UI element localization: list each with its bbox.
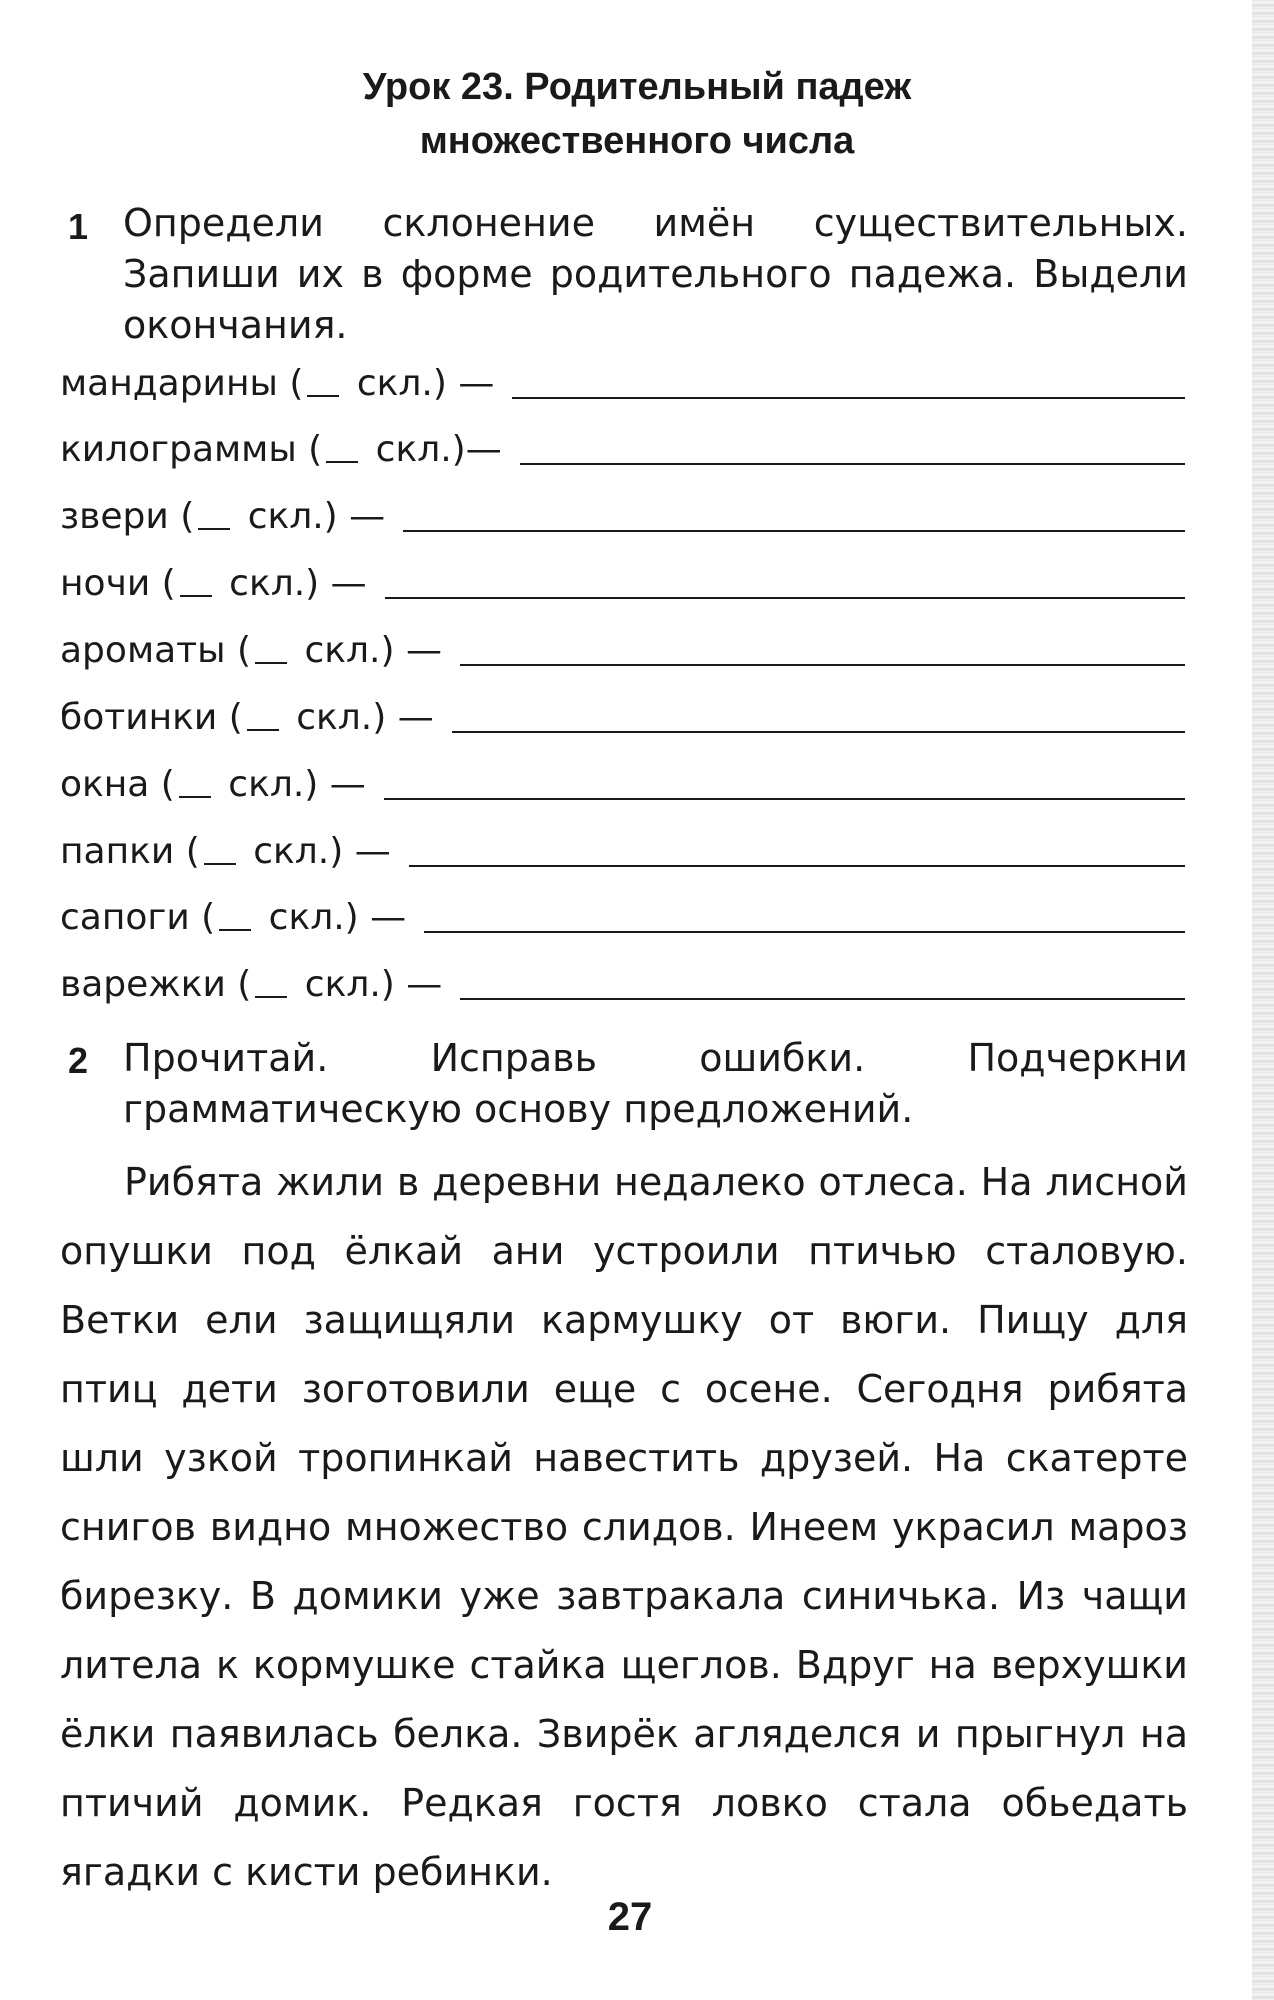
exercise-suffix: скл.)— <box>364 428 502 470</box>
exercise-suffix: скл.) — <box>345 362 495 404</box>
lesson-title <box>0 60 1274 168</box>
exercise-suffix: скл.) — <box>216 763 366 805</box>
task1-number: 1 <box>68 206 89 247</box>
exercise-row <box>60 684 1185 750</box>
exercise-row <box>60 751 1185 817</box>
task2-instruction: Прочитай. Исправь ошибки. Подчеркни грамматическую основу предложений. <box>123 1036 1188 1131</box>
answer-line[interactable] <box>409 835 1185 867</box>
declension-blank[interactable] <box>255 636 287 664</box>
declension-blank[interactable] <box>198 502 230 530</box>
declension-blank[interactable] <box>180 569 212 597</box>
declension-blank[interactable] <box>255 970 287 998</box>
lesson-title-line1: Урок 23. Родительный падеж <box>362 66 912 108</box>
exercise-word: папки ( <box>60 830 200 872</box>
lesson-title-line2: множественного числа <box>419 120 855 162</box>
answer-line[interactable] <box>460 634 1185 666</box>
declension-blank[interactable] <box>179 770 211 798</box>
answer-line[interactable] <box>424 901 1185 933</box>
exercise-suffix: скл.) — <box>293 963 443 1005</box>
page-number: 27 <box>607 1895 653 1939</box>
declension-blank[interactable] <box>219 903 251 931</box>
exercise-row <box>60 416 1185 482</box>
exercise-suffix: скл.) — <box>241 830 391 872</box>
answer-line[interactable] <box>520 433 1185 465</box>
exercise-suffix: скл.) — <box>257 896 407 938</box>
exercise-word: звери ( <box>60 495 195 537</box>
exercise-suffix: скл.) — <box>284 696 434 738</box>
declension-blank[interactable] <box>247 703 279 731</box>
exercise-row <box>60 884 1185 950</box>
exercise-word: окна ( <box>60 763 175 805</box>
exercise-row <box>60 818 1185 884</box>
exercise-suffix: скл.) — <box>293 629 442 671</box>
declension-blank[interactable] <box>204 837 236 865</box>
exercise-word: ночи ( <box>60 562 176 604</box>
exercise-row <box>60 350 1185 416</box>
exercise-word: сапоги ( <box>60 896 216 938</box>
answer-line[interactable] <box>512 367 1185 399</box>
task2-number: 2 <box>68 1040 89 1081</box>
exercise-row <box>60 483 1185 549</box>
answer-line[interactable] <box>460 968 1185 1000</box>
exercise-suffix: скл.) — <box>217 562 367 604</box>
exercise-word: варежки ( <box>60 963 252 1005</box>
exercise-word: килограммы ( <box>60 428 323 470</box>
declension-blank[interactable] <box>307 369 339 397</box>
exercise-word: мандарины ( <box>60 362 304 404</box>
task2-passage: Рибята жили в деревни недалеко отлеса. На лисной опушки под ёлкай ани устроили птичью сталовую. Ветки ели защищяли кармушку от вюги. Пищу для птиц дети зоготовили еще с осене. Сегодня рибята шли узкой тропинкай навестить друзей. На скатерте снигов видно множество слидов. Инеем украсил мароз бирезку. В домики уже завтракала синичька. Из чащи литела к кормушке стайка щеглов. Вдруг на верхушки ёлки паявилась белка. Звирёк агляделся и прыгнул на птичий домик. Редкая гостя ловко стала обьедать ягадки с кисти ребинки. <box>60 1160 1188 1894</box>
task1-instruction: Определи склонение имён существительных. Запиши их в форме родительного падежа. Выдели окончания. <box>123 201 1188 347</box>
answer-line[interactable] <box>384 768 1185 800</box>
declension-blank[interactable] <box>326 435 358 463</box>
exercise-row <box>60 617 1185 683</box>
exercise-row <box>60 951 1185 1017</box>
exercise-word: ботинки ( <box>60 696 243 738</box>
answer-line[interactable] <box>385 567 1185 599</box>
exercise-row <box>60 550 1185 616</box>
answer-line[interactable] <box>452 701 1185 733</box>
exercise-word: ароматы ( <box>60 629 252 671</box>
answer-line[interactable] <box>403 500 1185 532</box>
page-edge-shadow <box>1252 0 1274 2000</box>
exercise-suffix: скл.) — <box>236 495 386 537</box>
